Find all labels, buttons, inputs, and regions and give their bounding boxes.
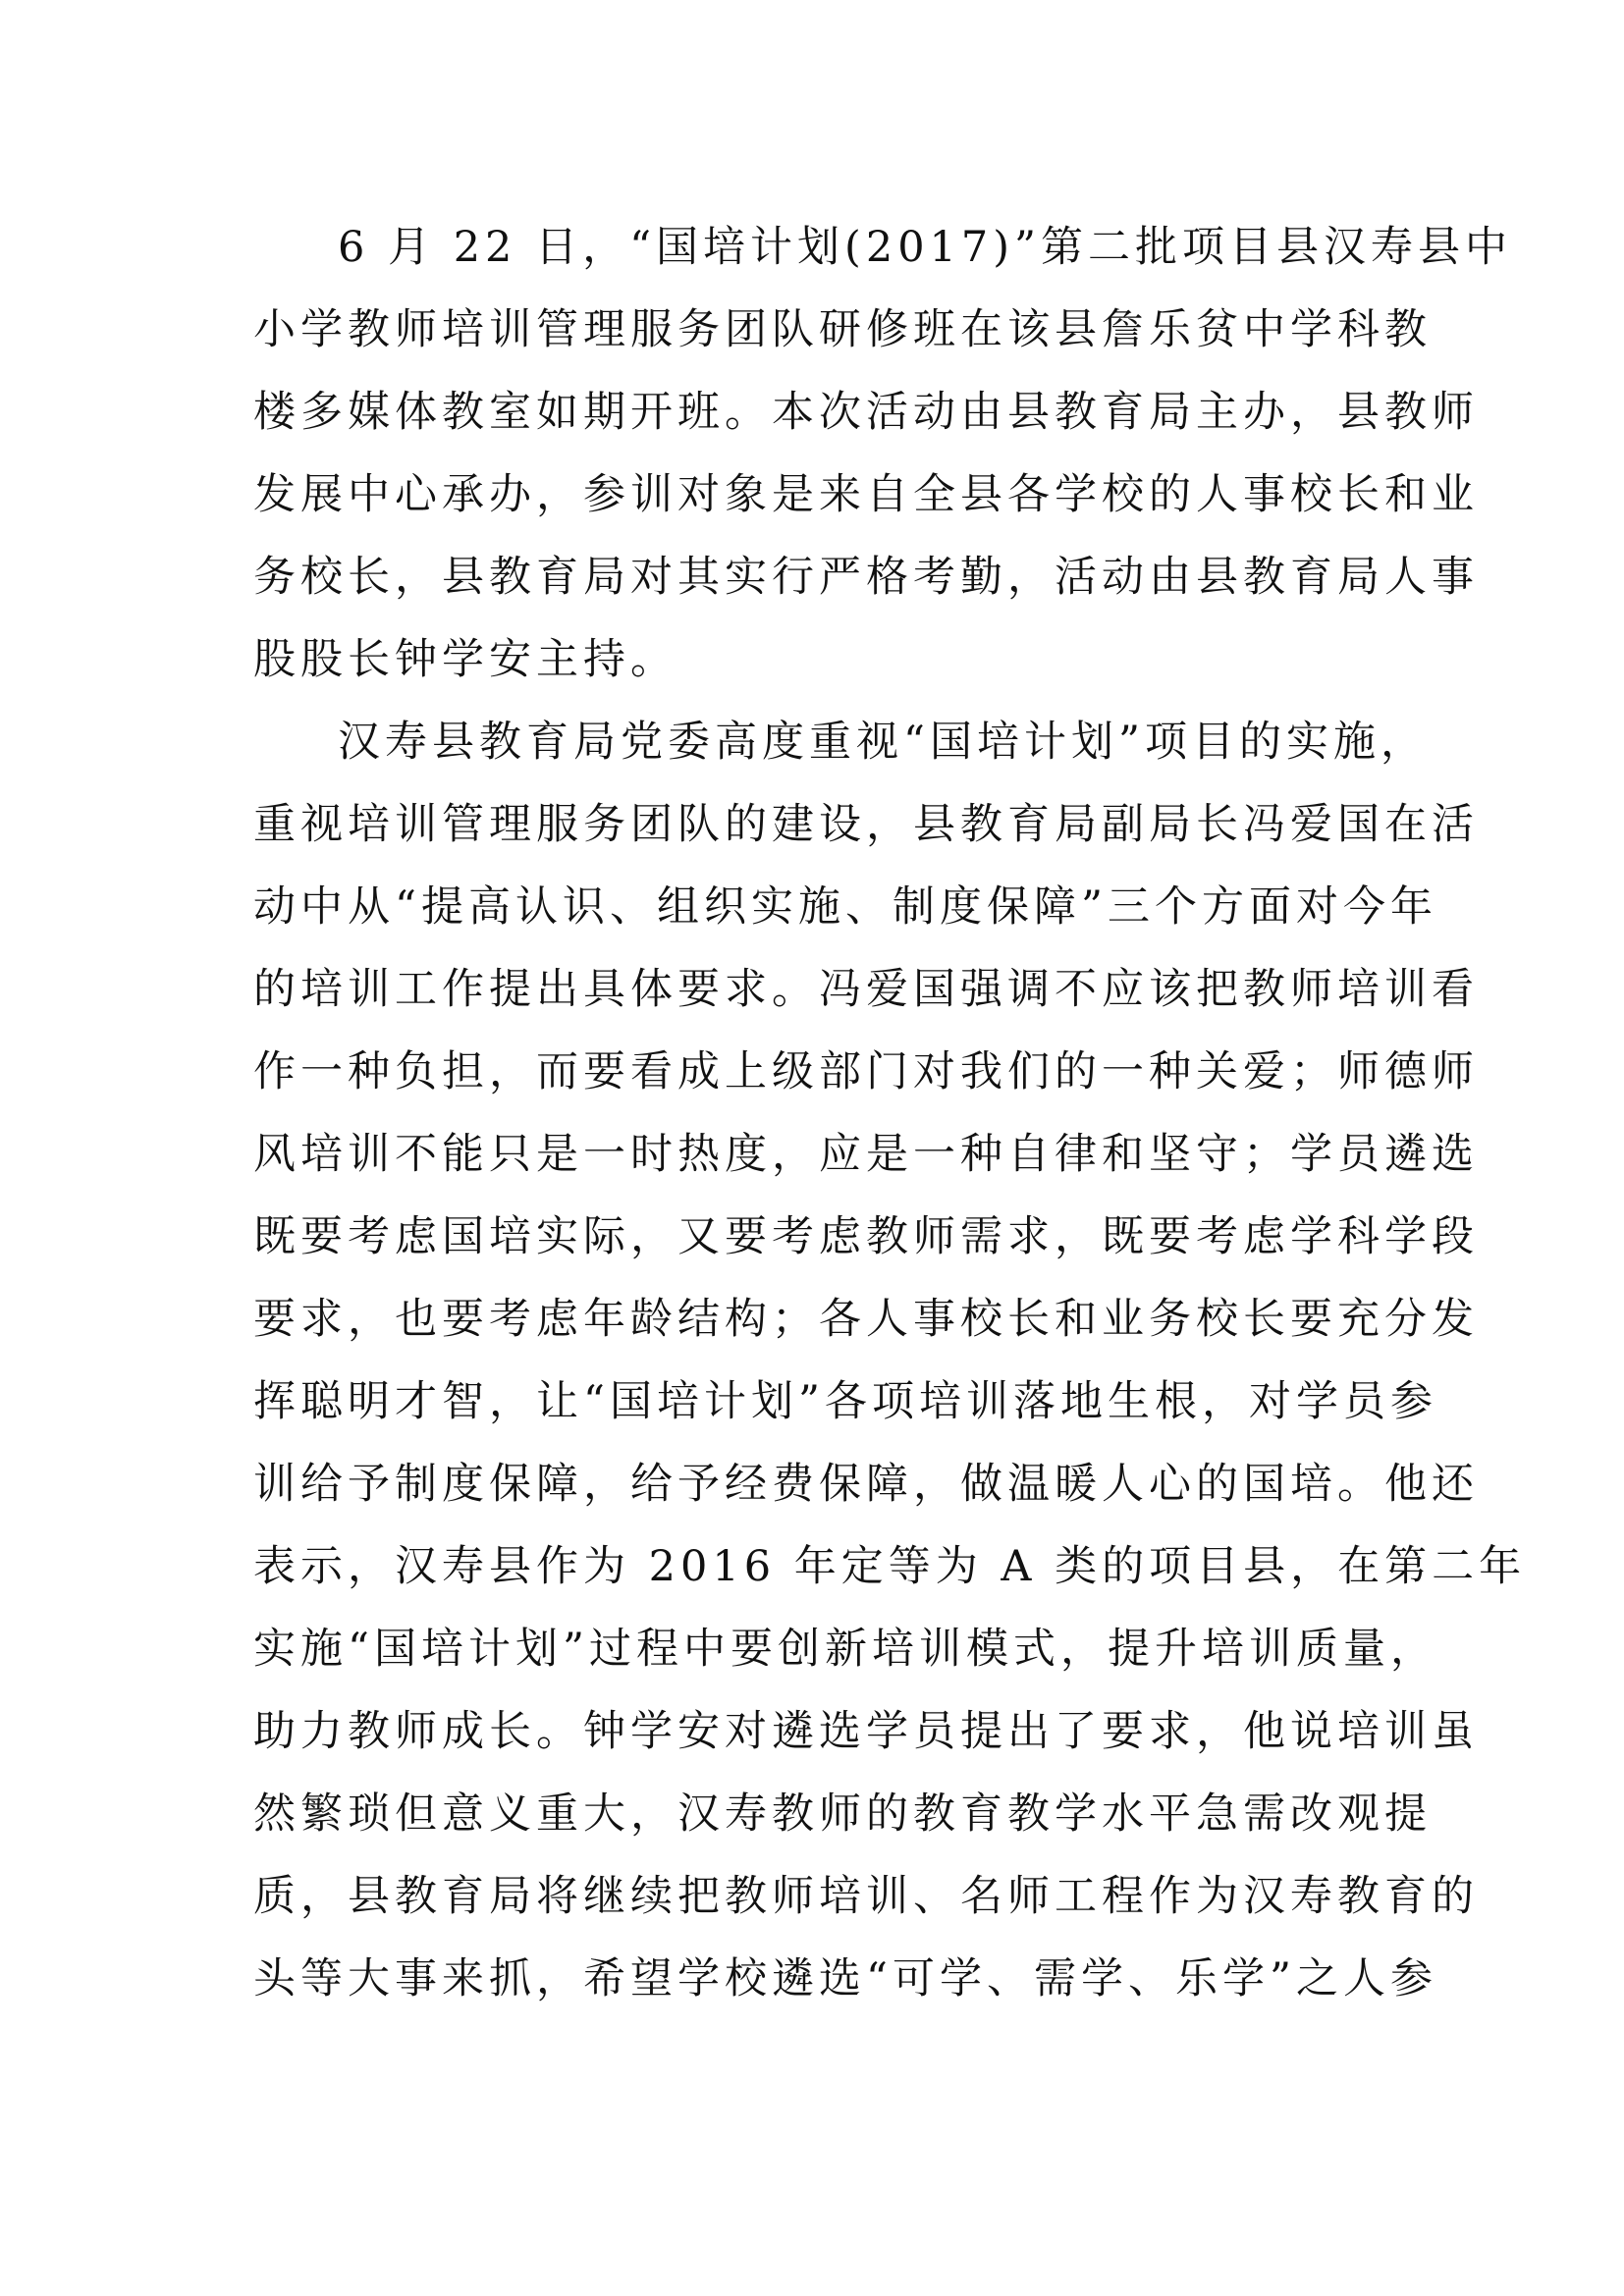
paragraph-2-line-1: 汉寿县教育局党委高度重视“国培计划”项目的实施， bbox=[338, 718, 1428, 767]
paragraph-2-line-9: 挥聪明才智，让“国培计划”各项培训落地生根，对学员参 bbox=[253, 1377, 1437, 1426]
paragraph-2-line-8: 要求，也要考虑年龄结构；各人事校长和业务校长要充分发 bbox=[253, 1295, 1479, 1344]
paragraph-2-line-15: 质，县教育局将继续把教师培训、名师工程作为汉寿教育的 bbox=[253, 1872, 1479, 1921]
paragraph-2-line-5: 作一种负担，而要看成上级部门对我们的一种关爱；师德师 bbox=[253, 1047, 1479, 1096]
paragraph-1-line-6: 股股长钟学安主持。 bbox=[253, 635, 677, 684]
paragraph-1-line-1: 6 月 22 日，“国培计划(2017)”第二批项目县汉寿县中 bbox=[338, 223, 1513, 272]
paragraph-1-line-2: 小学教师培训管理服务团队研修班在该县詹乐贫中学科教 bbox=[253, 305, 1432, 354]
paragraph-2-line-12: 实施“国培计划”过程中要创新培训模式，提升培训质量， bbox=[253, 1625, 1437, 1674]
paragraph-2-line-3: 动中从“提高认识、组织实施、制度保障”三个方面对今年 bbox=[253, 882, 1437, 932]
paragraph-2-line-13: 助力教师成长。钟学安对遴选学员提出了要求，他说培训虽 bbox=[253, 1707, 1479, 1756]
paragraph-2-line-10: 训给予制度保障，给予经费保障，做温暖人心的国培。他还 bbox=[253, 1460, 1479, 1509]
paragraph-2-line-7: 既要考虑国培实际，又要考虑教师需求，既要考虑学科学段 bbox=[253, 1212, 1479, 1261]
paragraph-1-line-3: 楼多媒体教室如期开班。本次活动由县教育局主办，县教师 bbox=[253, 388, 1479, 437]
paragraph-2-line-11: 表示，汉寿县作为 2016 年定等为 A 类的项目县，在第二年 bbox=[253, 1542, 1527, 1591]
paragraph-1-line-5: 务校长，县教育局对其实行严格考勤，活动由县教育局人事 bbox=[253, 553, 1479, 602]
paragraph-1-line-4: 发展中心承办，参训对象是来自全县各学校的人事校长和业 bbox=[253, 470, 1479, 519]
paragraph-2-line-4: 的培训工作提出具体要求。冯爱国强调不应该把教师培训看 bbox=[253, 965, 1479, 1014]
paragraph-2-line-14: 然繁琐但意义重大，汉寿教师的教育教学水平急需改观提 bbox=[253, 1789, 1432, 1839]
paragraph-2-line-16: 头等大事来抓，希望学校遴选“可学、需学、乐学”之人参 bbox=[253, 1954, 1437, 2003]
paragraph-2-line-2: 重视培训管理服务团队的建设，县教育局副局长冯爱国在活 bbox=[253, 800, 1479, 849]
paragraph-2-line-6: 风培训不能只是一时热度，应是一种自律和坚守；学员遴选 bbox=[253, 1130, 1479, 1179]
body-text bbox=[253, 206, 1527, 2020]
